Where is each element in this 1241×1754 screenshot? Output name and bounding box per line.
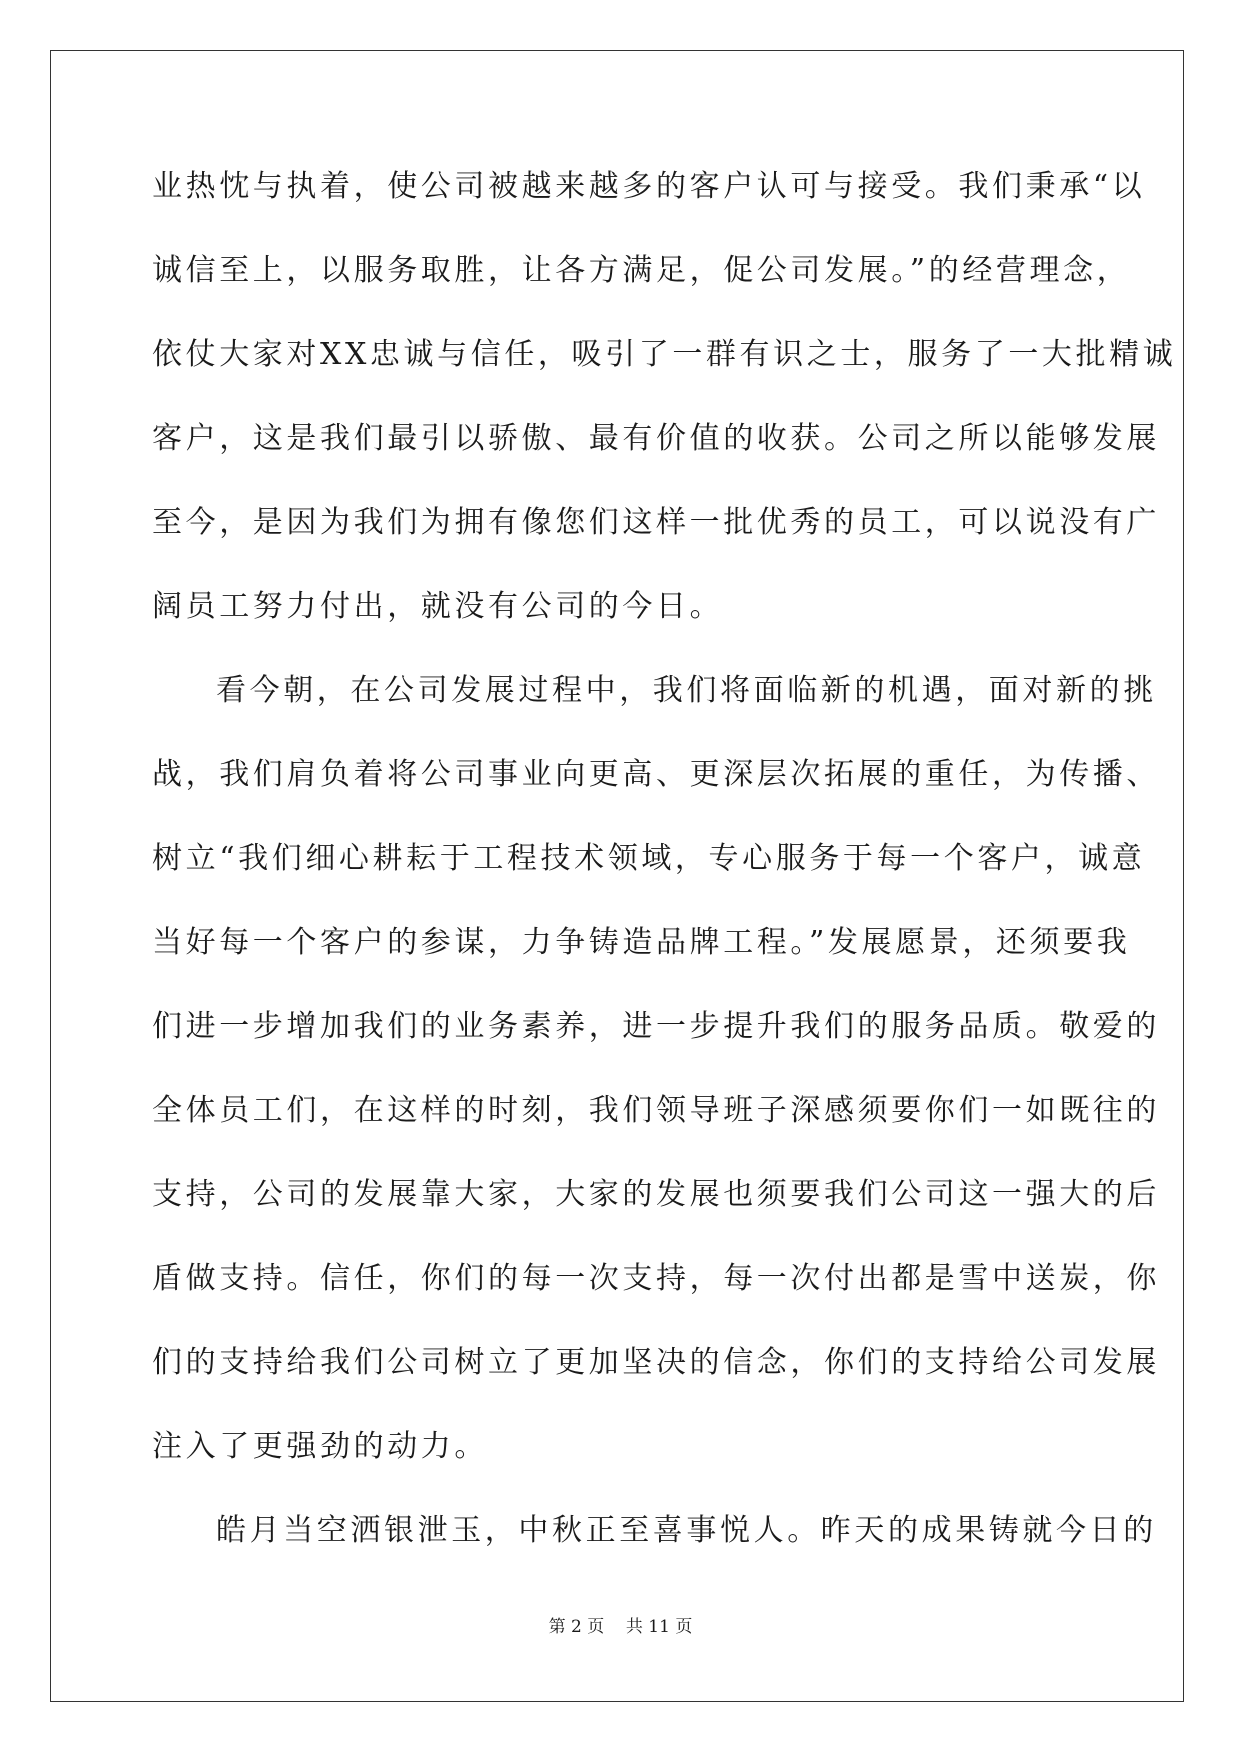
text-line: 至今，是因为我们为拥有像您们这样一批优秀的员工，可以说没有广 bbox=[152, 505, 1160, 540]
page-number-footer: 第 2 页 共 11 页 bbox=[548, 1617, 693, 1637]
text-line: 们进一步增加我们的业务素养，进一步提升我们的服务品质。敬爱的 bbox=[152, 1009, 1160, 1044]
text-line: 战，我们肩负着将公司事业向更高、更深层次拓展的重任，为传播、 bbox=[152, 757, 1160, 792]
text-line: 支持，公司的发展靠大家，大家的发展也须要我们公司这一强大的后 bbox=[152, 1177, 1160, 1212]
text-line: 当好每一个客户的参谋，力争铸造品牌工程。”发展愿景，还须要我 bbox=[152, 925, 1131, 960]
text-line: 依仗大家对XX忠诚与信任，吸引了一群有识之士，服务了一大批精诚 bbox=[152, 337, 1177, 372]
text-line: 树立“我们细心耕耘于工程技术领域，专心服务于每一个客户，诚意 bbox=[152, 841, 1146, 876]
text-line: 客户，这是我们最引以骄傲、最有价值的收获。公司之所以能够发展 bbox=[152, 421, 1160, 456]
text-line: 诚信至上，以服务取胜，让各方满足，促公司发展。”的经营理念， bbox=[152, 253, 1131, 288]
document-body bbox=[152, 159, 1177, 1587]
paragraph-first-line: 皓月当空洒银泄玉，中秋正至喜事悦人。昨天的成果铸就今日的 bbox=[216, 1513, 1157, 1548]
paragraph-first-line: 看今朝，在公司发展过程中，我们将面临新的机遇，面对新的挑 bbox=[216, 673, 1157, 708]
text-line: 业热忱与执着，使公司被越来越多的客户认可与接受。我们秉承“以 bbox=[152, 169, 1146, 204]
text-line: 盾做支持。信任，你们的每一次支持，每一次付出都是雪中送炭，你 bbox=[152, 1261, 1160, 1296]
text-line: 阔员工努力付出，就没有公司的今日。 bbox=[152, 589, 724, 624]
text-line: 们的支持给我们公司树立了更加坚决的信念，你们的支持给公司发展 bbox=[152, 1345, 1160, 1380]
text-line: 注入了更强劲的动力。 bbox=[152, 1429, 488, 1464]
text-line: 全体员工们，在这样的时刻，我们领导班子深感须要你们一如既往的 bbox=[152, 1093, 1160, 1128]
